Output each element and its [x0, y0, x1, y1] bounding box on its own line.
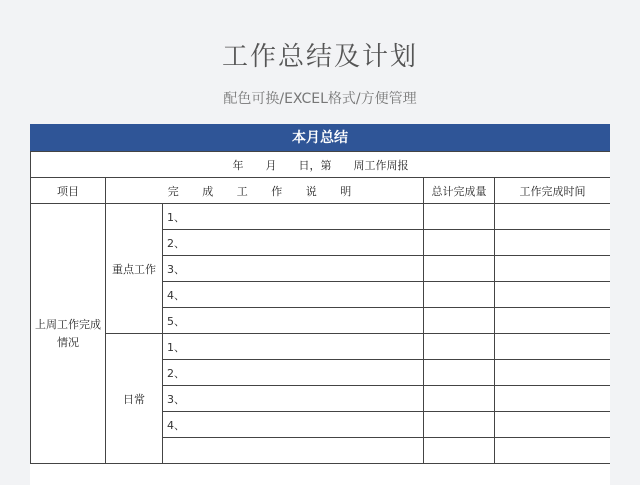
- total-cell[interactable]: [424, 308, 495, 334]
- time-cell[interactable]: [495, 204, 611, 230]
- date-line-cell[interactable]: 年 月 日，第 周工作周报: [31, 152, 611, 178]
- time-cell[interactable]: [495, 438, 611, 464]
- line-item-cell[interactable]: 3、: [163, 386, 424, 412]
- line-item-cell[interactable]: 3、: [163, 256, 424, 282]
- time-cell[interactable]: [495, 334, 611, 360]
- total-cell[interactable]: [424, 230, 495, 256]
- col-header-description[interactable]: 完 成 工 作 说 明: [106, 178, 424, 204]
- date-row: [31, 152, 611, 178]
- time-cell[interactable]: [495, 360, 611, 386]
- table-banner: 本月总结: [30, 124, 610, 151]
- total-cell[interactable]: [424, 334, 495, 360]
- time-cell[interactable]: [495, 308, 611, 334]
- line-item-cell[interactable]: 2、: [163, 360, 424, 386]
- page-subtitle: 配色可换/EXCEL格式/方便管理: [223, 91, 417, 107]
- table-row: [31, 204, 611, 230]
- total-cell[interactable]: [424, 282, 495, 308]
- total-cell[interactable]: [424, 360, 495, 386]
- group-label-daily[interactable]: 日常: [106, 334, 163, 464]
- total-cell[interactable]: [424, 412, 495, 438]
- col-header-time[interactable]: 工作完成时间: [495, 178, 611, 204]
- line-item-cell[interactable]: [163, 438, 424, 464]
- line-item-cell[interactable]: 4、: [163, 412, 424, 438]
- time-cell[interactable]: [495, 282, 611, 308]
- group-label-key-work[interactable]: 重点工作: [106, 204, 163, 334]
- line-item-cell[interactable]: 5、: [163, 308, 424, 334]
- line-item-cell[interactable]: 1、: [163, 204, 424, 230]
- col-header-total[interactable]: 总计完成量: [424, 178, 495, 204]
- total-cell[interactable]: [424, 204, 495, 230]
- spreadsheet: [30, 124, 610, 485]
- col-header-item[interactable]: 项目: [31, 178, 106, 204]
- header-row: [31, 178, 611, 204]
- table-row: [31, 334, 611, 360]
- time-cell[interactable]: [495, 256, 611, 282]
- time-cell[interactable]: [495, 386, 611, 412]
- time-cell[interactable]: [495, 230, 611, 256]
- summary-table: [30, 151, 610, 464]
- page-title: 工作总结及计划: [221, 42, 418, 72]
- total-cell[interactable]: [424, 438, 495, 464]
- line-item-cell[interactable]: 2、: [163, 230, 424, 256]
- line-item-cell[interactable]: 4、: [163, 282, 424, 308]
- time-cell[interactable]: [495, 412, 611, 438]
- total-cell[interactable]: [424, 256, 495, 282]
- section-label-cell[interactable]: 上周工作完成情况: [31, 204, 106, 464]
- total-cell[interactable]: [424, 386, 495, 412]
- line-item-cell[interactable]: 1、: [163, 334, 424, 360]
